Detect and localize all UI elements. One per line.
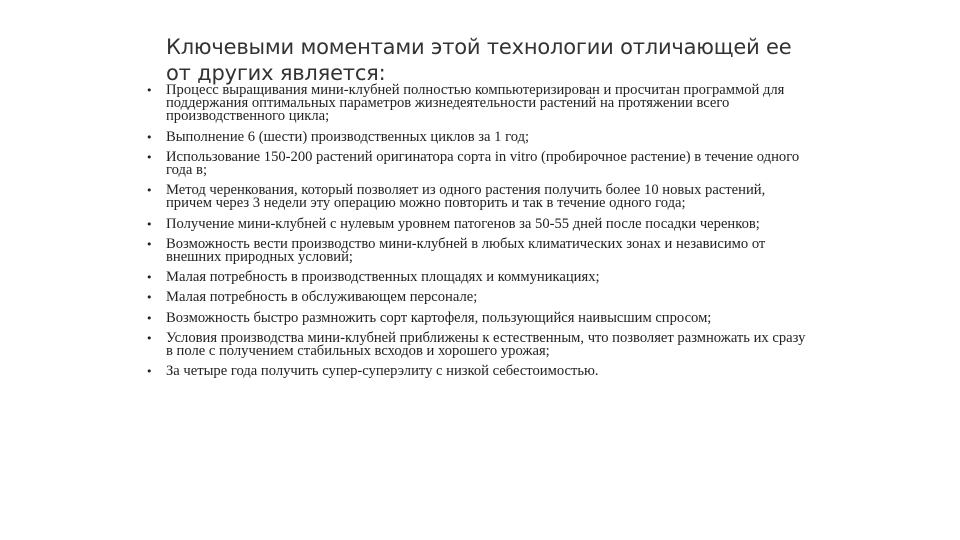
bullet-text: Получение мини-клубней с нулевым уровнем патогенов за 50-55 дней после посадки черенков;	[166, 215, 760, 232]
bullet-icon: •	[146, 150, 153, 164]
list-item	[146, 84, 806, 124]
list-item	[146, 128, 806, 145]
bullet-text: Возможность быстро размножить сорт картофеля, пользующийся наивысшим спросом;	[166, 309, 712, 326]
bullet-icon: •	[146, 237, 153, 251]
bullet-text: Метод черенкования, который позволяет из одного растения получить более 10 новых растений, причем через 3 недели эту операцию можно повторить и так в течение одного года;	[166, 182, 766, 212]
bullet-icon: •	[146, 217, 153, 231]
list-item	[146, 329, 806, 360]
list-item	[146, 271, 806, 284]
list-item	[146, 365, 806, 378]
bullet-icon: •	[146, 271, 153, 285]
list-item	[146, 184, 806, 210]
bullet-icon: •	[146, 365, 153, 379]
bullet-text: Процесс выращивания мини-клубней полностью компьютеризирован и просчитан программой для поддержания оптимальных параметров жизнедеятельности растений на протяжении всего производственного цикла;	[166, 82, 785, 125]
bullet-text: Выполнение 6 (шести) производственных циклов за 1 год;	[166, 128, 530, 145]
bullet-text: Условия производства мини-клубней приближены к естественным, что позволяет размножать их сразу в поле с получением стабильных всходов и хорошего урожая;	[166, 329, 806, 360]
list-item	[146, 148, 806, 179]
bullet-icon: •	[146, 84, 153, 97]
bullet-icon: •	[146, 291, 153, 305]
bullet-text: Возможность вести производство мини-клубней в любых климатических зонах и независимо от внешних природных условий;	[166, 235, 766, 266]
bullet-text: За четыре года получить супер-суперэлиту с низкой себестоимостью.	[166, 363, 599, 380]
list-item	[146, 235, 806, 266]
list-item	[146, 215, 806, 232]
slide-title: Ключевыми моментами этой технологии отличающей ее от других является:	[166, 35, 792, 85]
bullet-icon: •	[146, 311, 153, 325]
bullet-list	[146, 84, 806, 385]
list-item	[146, 291, 806, 304]
bullet-icon: •	[146, 130, 153, 144]
bullet-icon: •	[146, 184, 153, 198]
bullet-text: Малая потребность в обслуживающем персонале;	[166, 289, 478, 306]
list-item	[146, 309, 806, 326]
bullet-text: Использование 150-200 растений оригинатора сорта in vitro (пробирочное растение) в течение одного года в;	[166, 148, 800, 179]
bullet-icon: •	[146, 331, 153, 345]
bullet-text: Малая потребность в производственных площадях и коммуникациях;	[166, 269, 600, 286]
